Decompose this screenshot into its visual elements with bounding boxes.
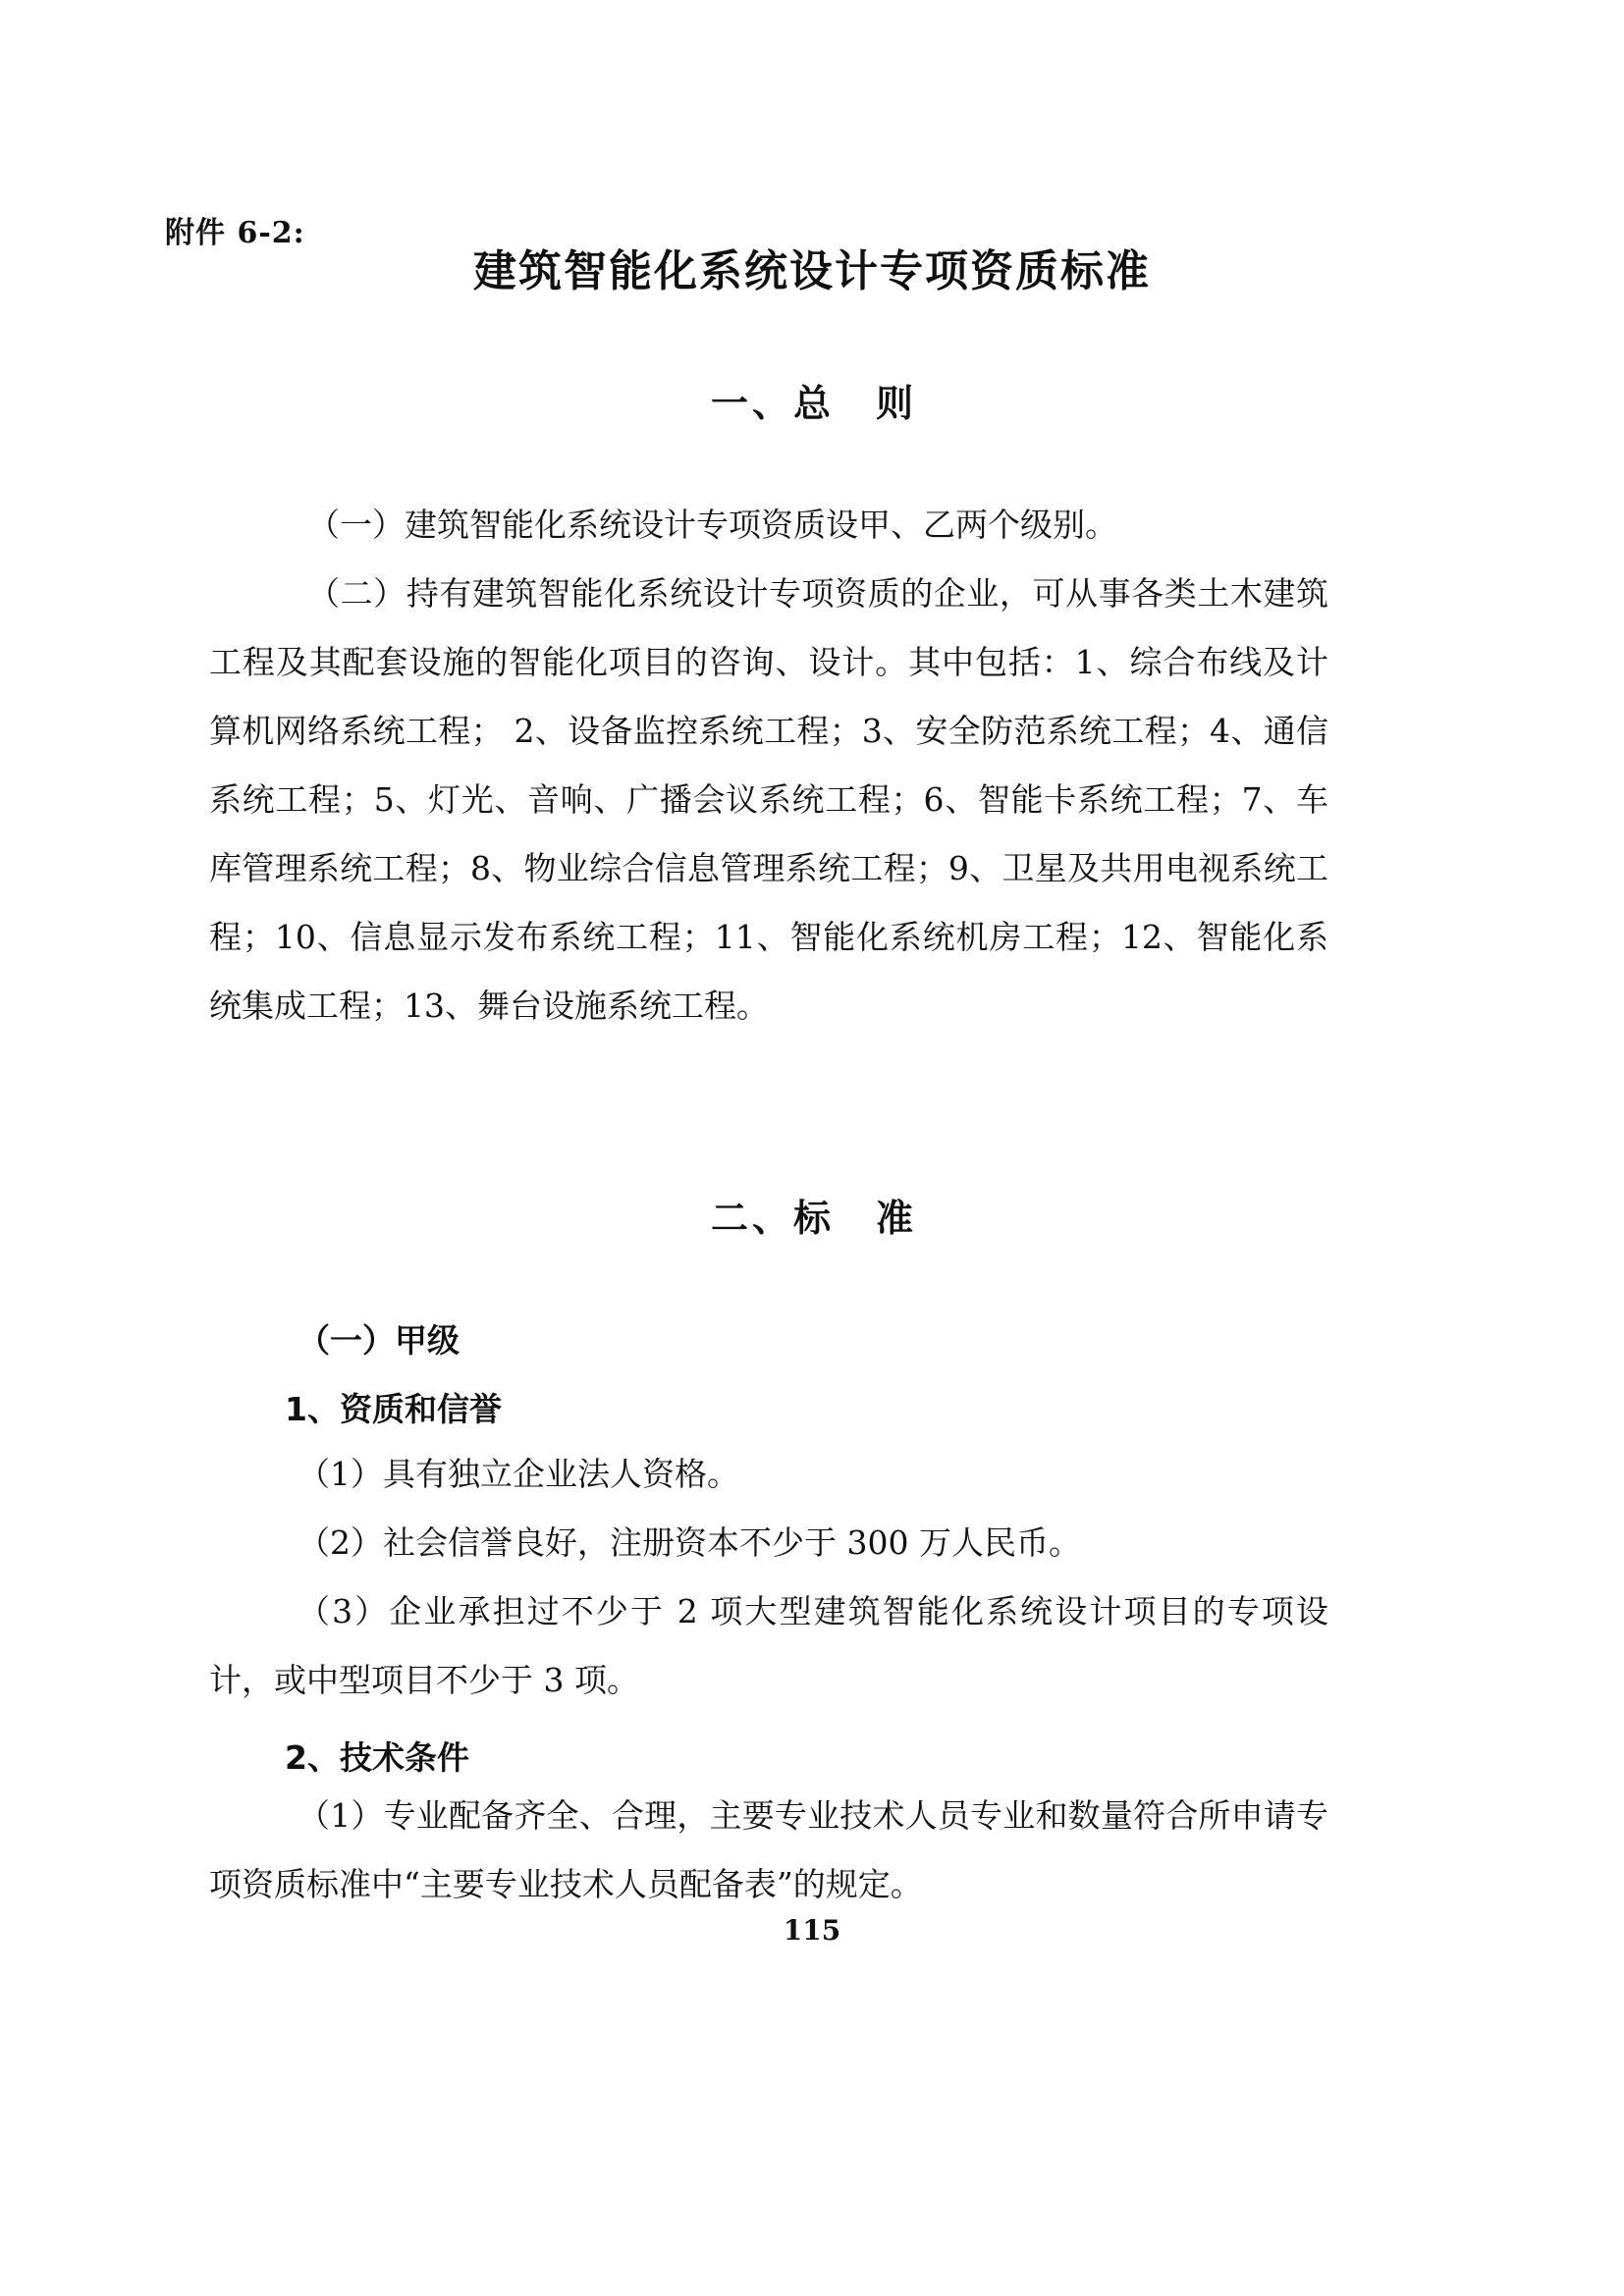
page-number: 115 (783, 1914, 841, 1947)
grade-a-heading: （一）甲级 (298, 1321, 460, 1360)
section-word-1: 总 (792, 382, 831, 425)
section-number: 二、 (710, 1197, 793, 1240)
list-item: （2）社会信誉良好，注册资本不少于 300 万人民币。 (298, 1523, 1081, 1562)
qualification-heading: 1、资质和信誉 (285, 1390, 502, 1428)
section-word-2: 准 (876, 1197, 914, 1240)
paragraph-grade-levels: （一）建筑智能化系统设计专项资质设甲、乙两个级别。 (307, 506, 1117, 544)
section-word-2: 则 (876, 382, 914, 425)
section-heading-standards (0, 1188, 1624, 1242)
paragraph-scope: （二）持有建筑智能化系统设计专项资质的企业，可从事各类土木建筑工程及其配套设施的智能化项目的咨询、设计。其中包括：1、综合布线及计算机网络系统工程； 2、设备监控系统工程；3、安全防范系统工程；4、通信系统工程；5、灯光、音响、广播会议系统工程；6、智能卡系统工程；7、车库管理系统工程；8、物业综合信息管理系统工程；9、卫星及共用电视系统工程；10、信息显示发布系统工程；11、智能化系统机房工程；12、智能化系统集成工程；13、舞台设施系统工程。 (209, 574, 1328, 1025)
list-item: （1）具有独立企业法人资格。 (298, 1455, 739, 1493)
section-heading-general (0, 373, 1624, 427)
document-title: 建筑智能化系统设计专项资质标准 (473, 246, 1151, 296)
section-number: 一、 (710, 382, 793, 425)
section-word-1: 标 (792, 1197, 831, 1240)
list-item: （1）专业配备齐全、合理，主要专业技术人员专业和数量符合所申请专项资质标准中“主要专业技术人员配备表”的规定。 (209, 1796, 1328, 1903)
attachment-label: 附件 6-2: (165, 216, 305, 250)
technical-heading: 2、技术条件 (285, 1738, 469, 1777)
list-item: （3）企业承担过不少于 2 项大型建筑智能化系统设计项目的专项设计，或中型项目不少于 3 项。 (209, 1592, 1328, 1699)
